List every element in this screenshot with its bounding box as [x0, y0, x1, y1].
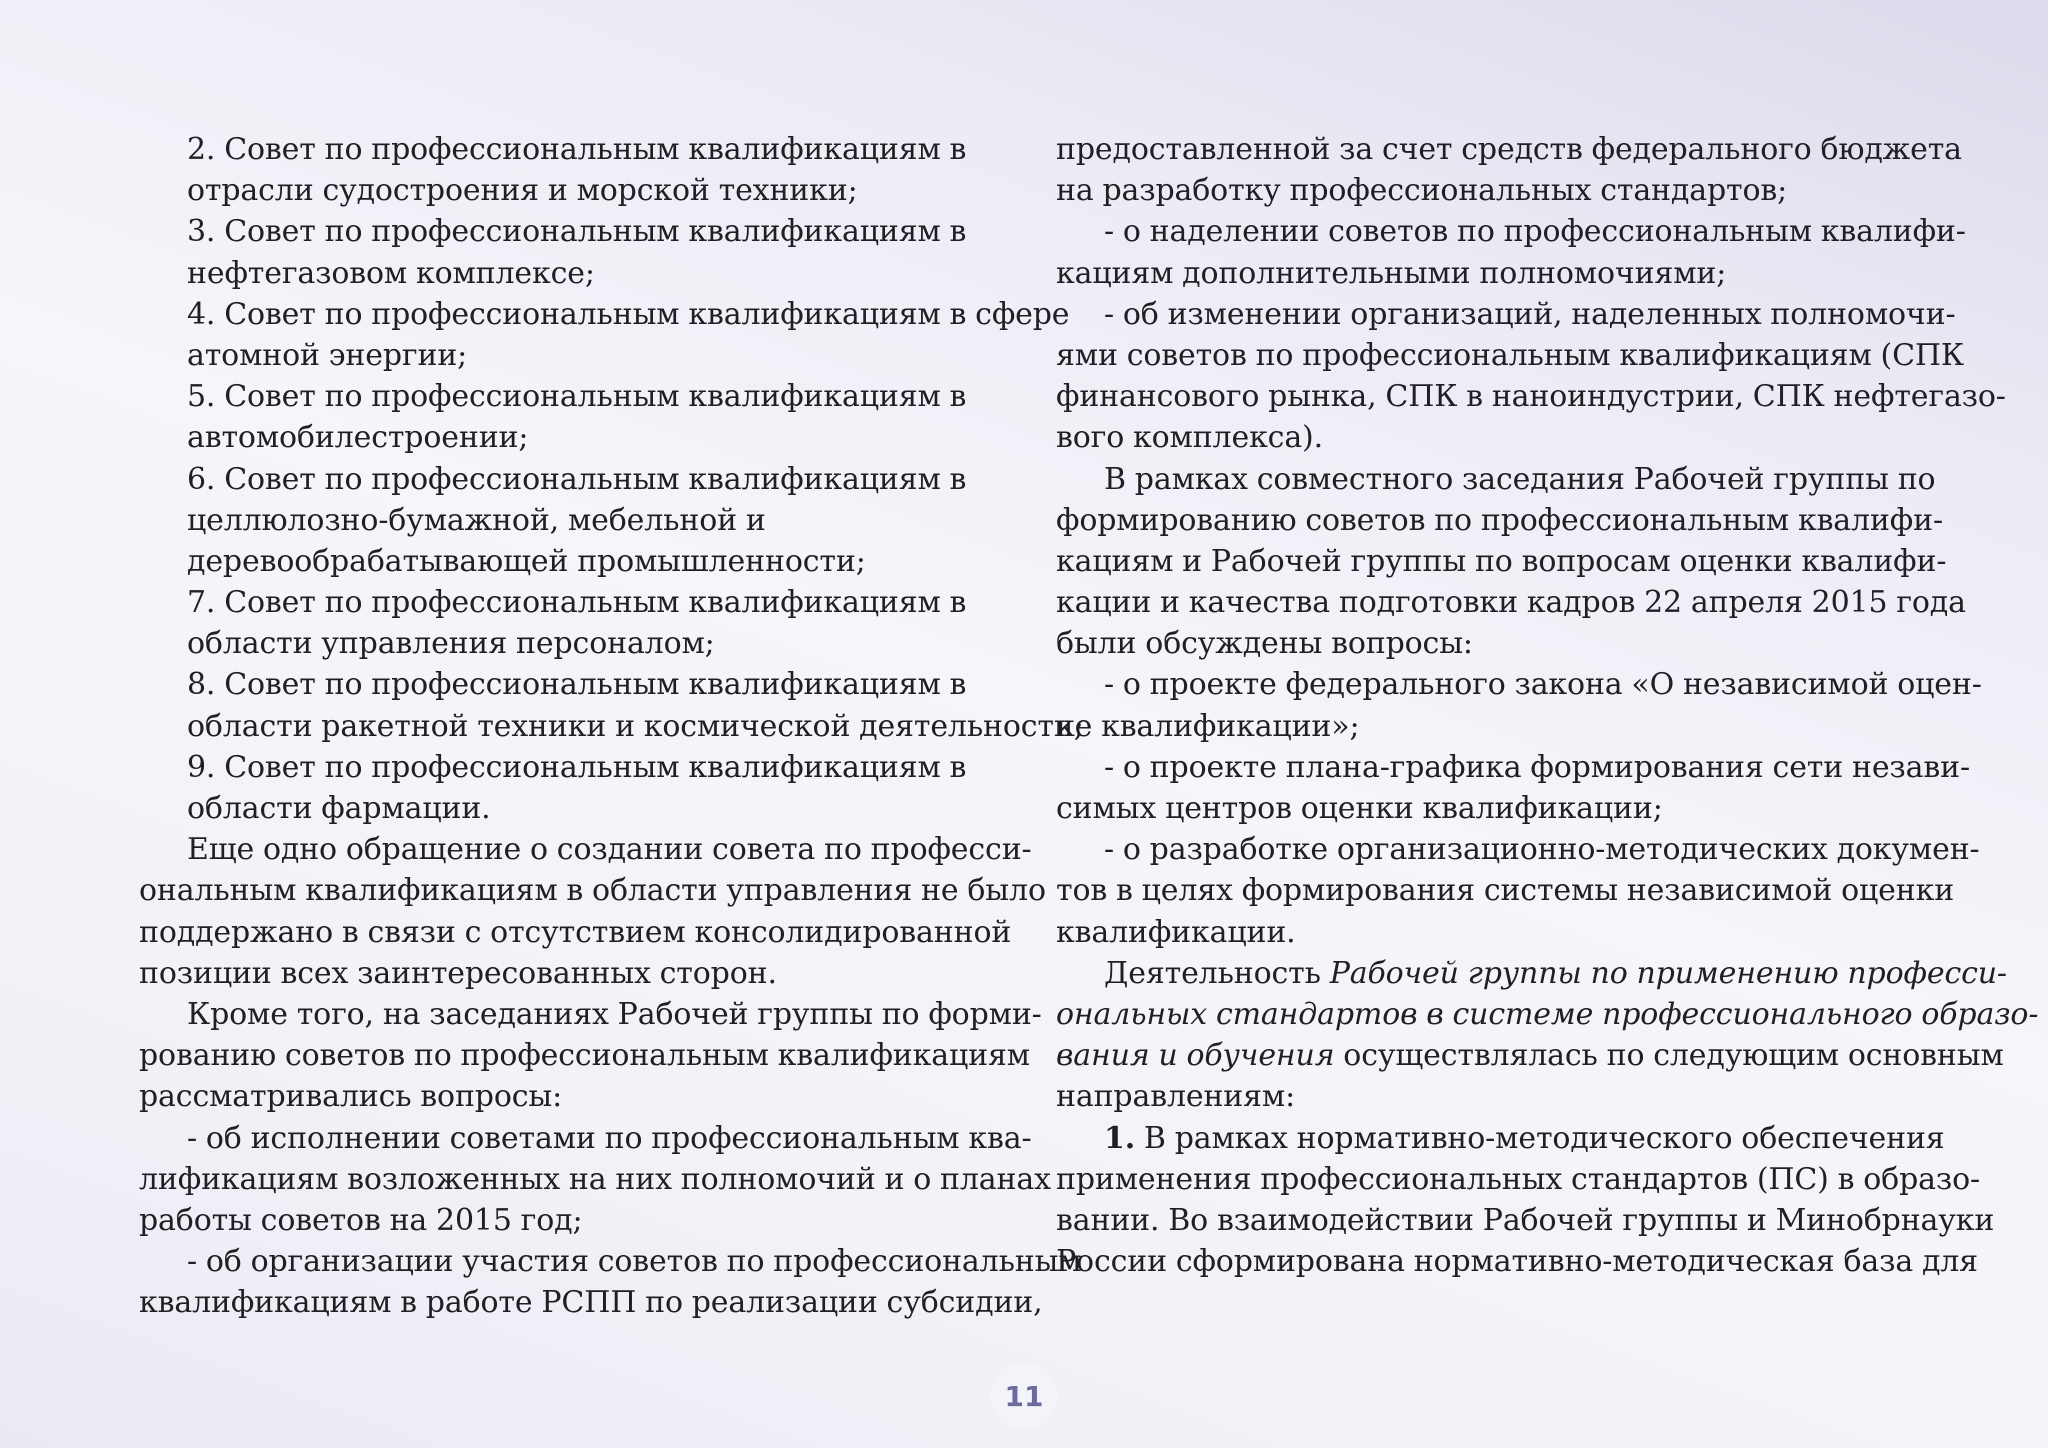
- text-line: применения профессиональных стандартов (ПС) в образо-: [1056, 1161, 1980, 1197]
- text-line: - об изменении организаций, наделенных полномочи-: [1104, 296, 1956, 332]
- text-line: тов в целях формирования системы независимой оценки: [1056, 873, 1955, 909]
- text-line: поддержано в связи с отсутствием консолидированной: [139, 914, 1012, 950]
- text-line: целлюлозно-бумажной, мебельной и: [187, 502, 766, 538]
- text-line: России сформирована нормативно-методическая база для: [1056, 1244, 1978, 1280]
- text-line: деревообрабатывающей промышленности;: [187, 543, 866, 579]
- text-line: 9. Совет по профессиональным квалификациям в: [187, 749, 967, 785]
- text-line: Еще одно обращение о создании совета по професси-: [187, 832, 1032, 868]
- text-line: 6. Совет по профессиональным квалификациям в: [187, 461, 967, 497]
- text-line: - о проекте плана-графика формирования сети незави-: [1104, 749, 1970, 785]
- text-line: области управления персоналом;: [187, 626, 715, 662]
- text-line: работы советов на 2015 год;: [139, 1202, 583, 1238]
- text-line: 7. Совет по профессиональным квалификациям в: [187, 585, 967, 621]
- text-line: кации и качества подготовки кадров 22 апреля 2015 года: [1056, 585, 1966, 621]
- text-line: лификациям возложенных на них полномочий и о планах: [139, 1161, 1051, 1197]
- text-line: ями советов по профессиональным квалификациям (СПК: [1056, 337, 1964, 373]
- text-line: 5. Совет по профессиональным квалификациям в: [187, 379, 967, 415]
- text-line: ке квалификации»;: [1056, 708, 1360, 744]
- text-line: атомной энергии;: [187, 337, 468, 373]
- text-line: кациям и Рабочей группы по вопросам оценки квалифи-: [1056, 543, 1947, 579]
- text-line: Кроме того, на заседаниях Рабочей группы по форми-: [187, 996, 1042, 1032]
- text-line: вания и обучения осуществлялась по следующим основным: [1056, 1038, 2004, 1074]
- text-line: 3. Совет по профессиональным квалификациям в: [187, 214, 967, 250]
- text-line: вого комплекса).: [1056, 420, 1323, 456]
- right-text-column: [1056, 129, 2039, 1282]
- text-line: предоставленной за счет средств федерального бюджета: [1056, 132, 1962, 167]
- text-line: 1. В рамках нормативно-методического обеспечения: [1104, 1120, 1945, 1156]
- text-line: вании. Во взаимодействии Рабочей группы и Минобрнауки: [1056, 1202, 1995, 1238]
- text-line: направлениям:: [1056, 1079, 1296, 1115]
- page-number: 11: [990, 1362, 1058, 1430]
- text-line: области фармации.: [187, 791, 491, 826]
- text-line: формированию советов по профессиональным квалифи-: [1056, 502, 1943, 538]
- text-line: кациям дополнительными полномочиями;: [1056, 255, 1727, 291]
- text-line: были обсуждены вопросы:: [1056, 626, 1473, 662]
- text-line: 4. Совет по профессиональным квалификациям в сфере: [187, 296, 1070, 332]
- text-line: финансового рынка, СПК в наноиндустрии, СПК нефтегазо-: [1056, 379, 2006, 415]
- text-line: автомобилестроении;: [187, 420, 529, 456]
- text-line: отрасли судостроения и морской техники;: [187, 173, 858, 209]
- text-line: квалификации.: [1056, 914, 1296, 950]
- text-line: рассматривались вопросы:: [139, 1079, 563, 1115]
- text-line: - о проекте федерального закона «О независимой оцен-: [1104, 667, 1982, 703]
- left-text-column: [139, 129, 1084, 1323]
- text-line: ональным квалификациям в области управления не было: [139, 873, 1046, 909]
- text-line: квалификациям в работе РСПП по реализации субсидии,: [139, 1285, 1043, 1321]
- text-line: ональных стандартов в системе профессионального образо-: [1056, 996, 2039, 1032]
- text-line: 8. Совет по профессиональным квалификациям в: [187, 667, 967, 703]
- text-line: - о наделении советов по профессиональным квалифи-: [1104, 214, 1966, 250]
- text-line: - о разработке организационно-методических докумен-: [1104, 832, 1980, 868]
- text-line: на разработку профессиональных стандартов;: [1056, 173, 1788, 209]
- text-line: позиции всех заинтересованных сторон.: [139, 955, 777, 991]
- text-line: рованию советов по профессиональным квалификациям: [139, 1038, 1030, 1074]
- text-line: нефтегазовом комплексе;: [187, 255, 595, 291]
- text-line: В рамках совместного заседания Рабочей группы по: [1104, 461, 1936, 497]
- text-line: области ракетной техники и космической деятельности;: [187, 708, 1084, 744]
- text-line: - об организации участия советов по профессиональным: [187, 1244, 1082, 1280]
- text-line: - об исполнении советами по профессиональным ква-: [187, 1120, 1032, 1156]
- text-line: симых центров оценки квалификации;: [1056, 791, 1663, 826]
- text-line: 2. Совет по профессиональным квалификациям в: [187, 132, 967, 167]
- text-line: Деятельность Рабочей группы по применению професси-: [1104, 955, 2007, 991]
